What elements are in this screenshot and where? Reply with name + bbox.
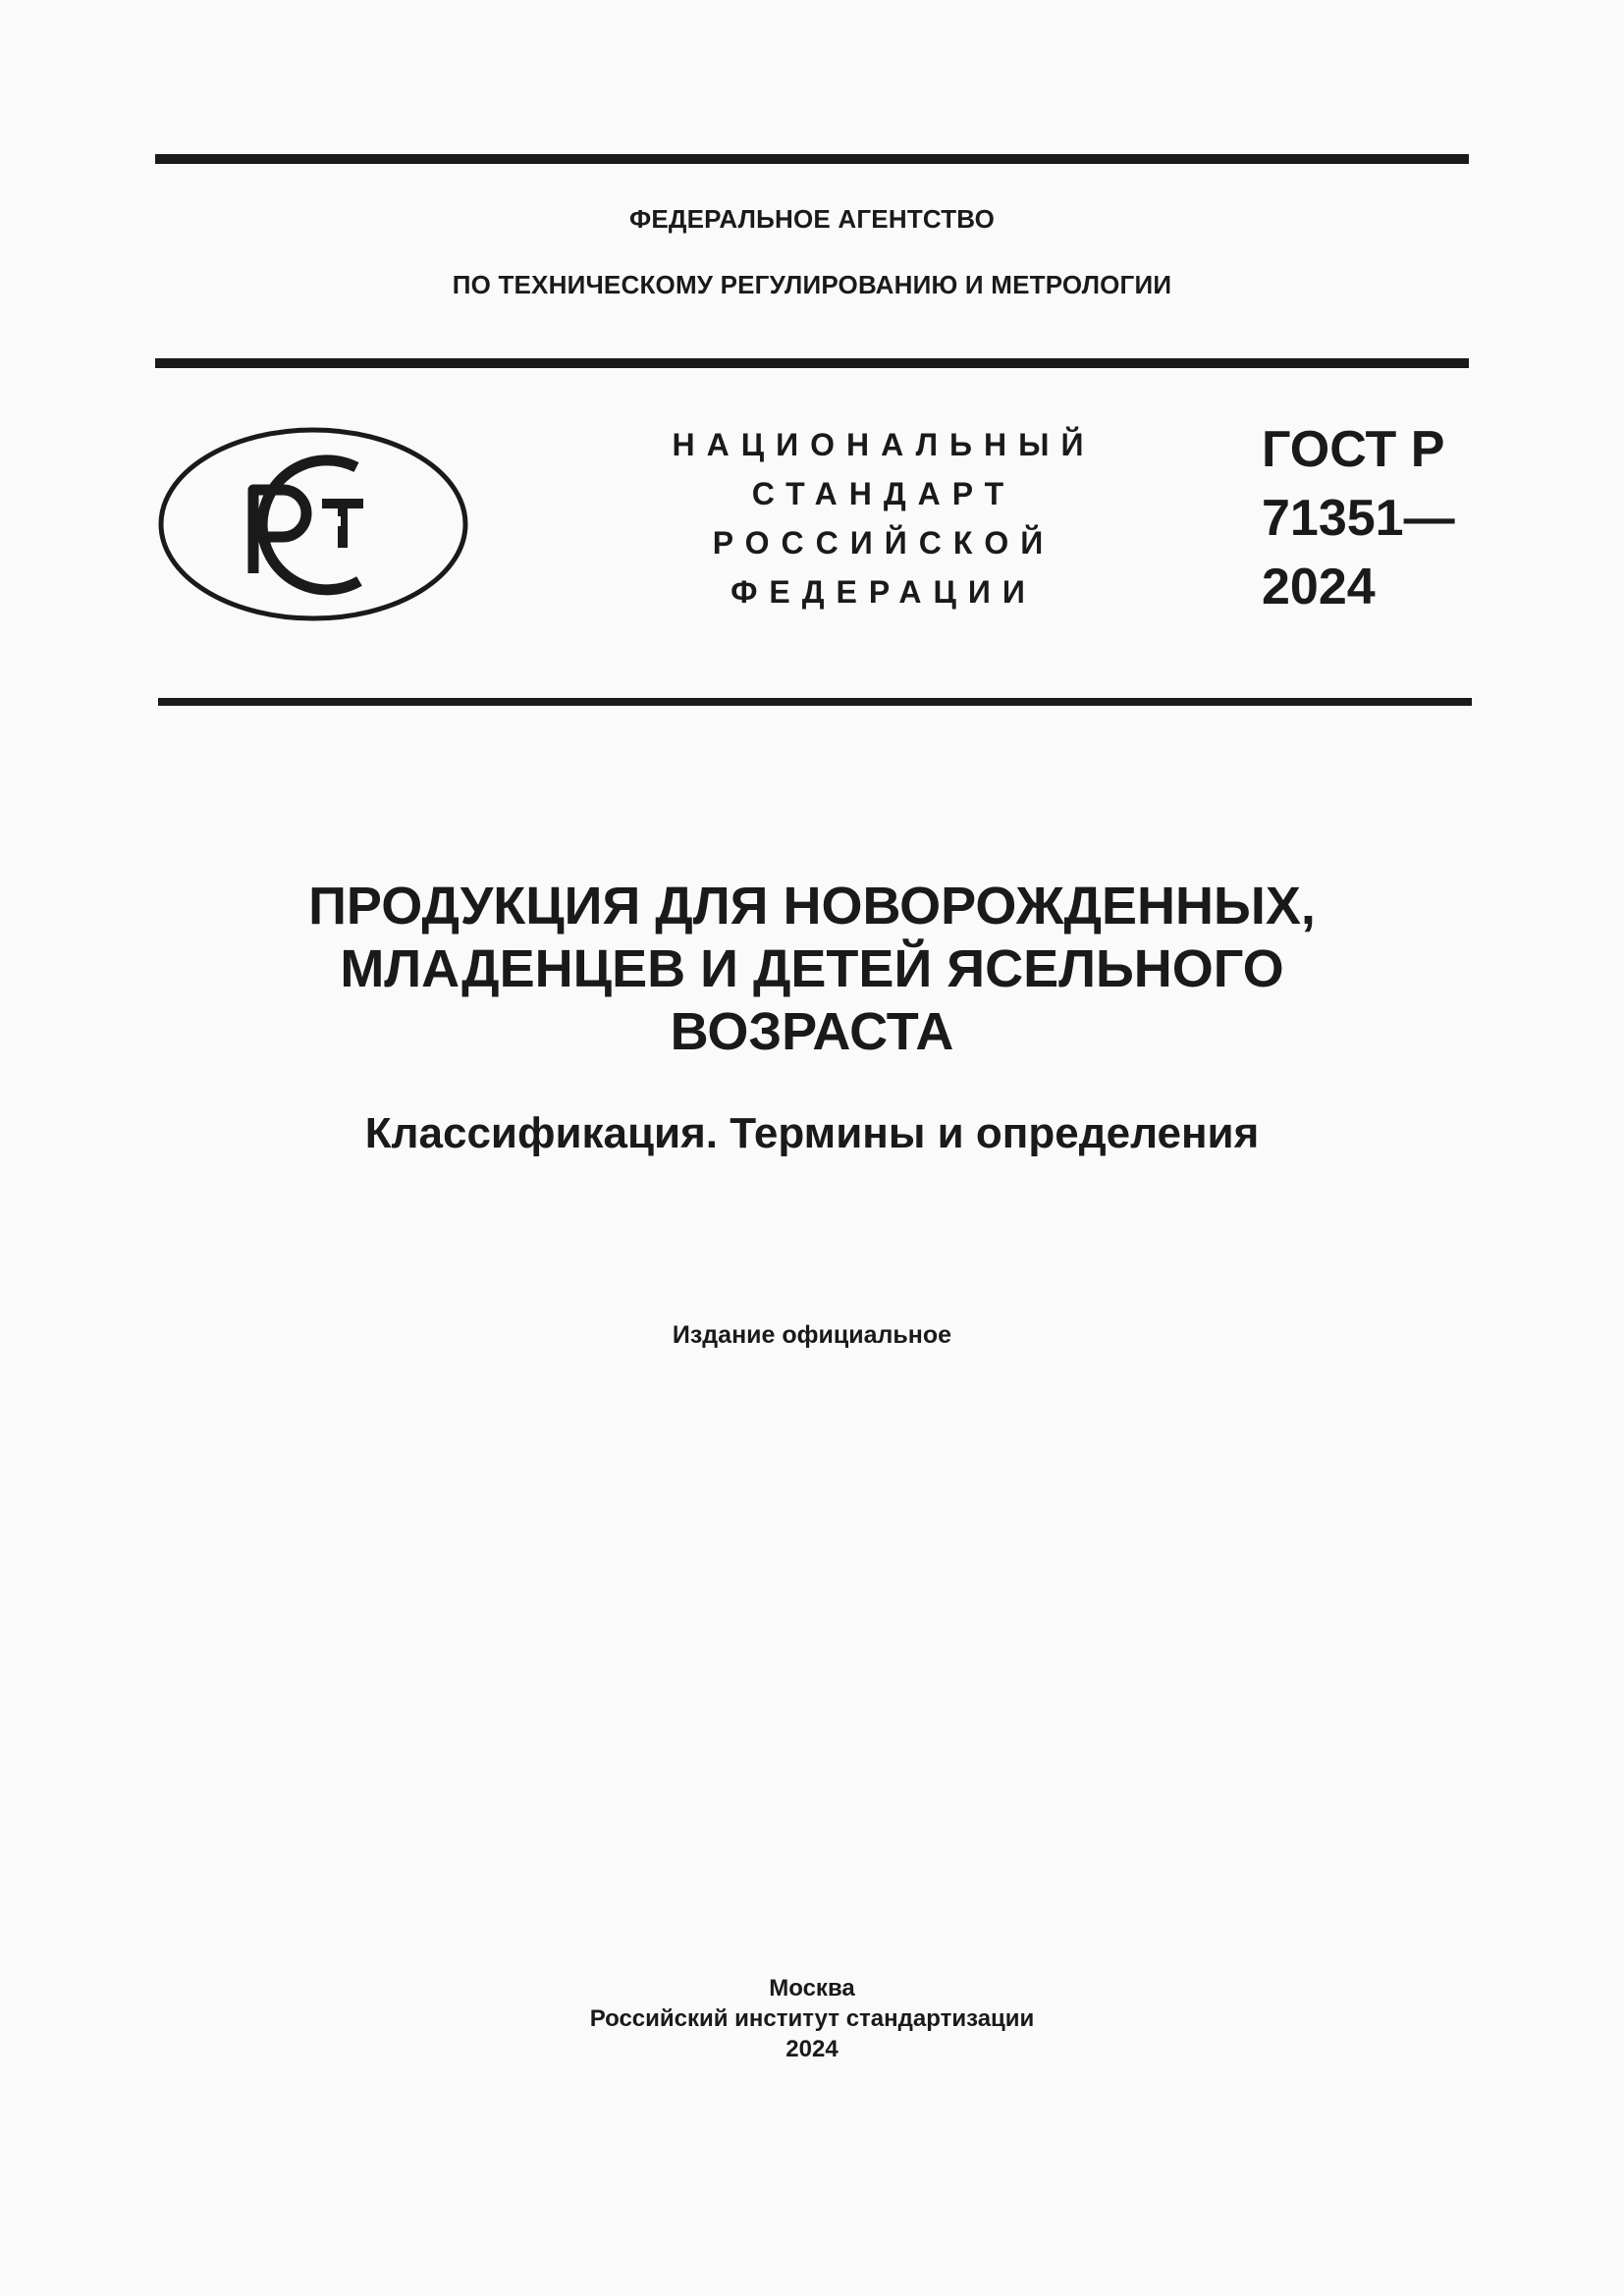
standard-type-line-2: СТАНДАРТ	[751, 476, 1016, 511]
agency-name-line-1: ФЕДЕРАЛЬНОЕ АГЕНТСТВО	[628, 204, 996, 234]
standard-type-line-4: ФЕДЕРАЦИИ	[731, 574, 1037, 610]
imprint-city: Москва	[769, 1975, 855, 2002]
top-divider	[155, 154, 1469, 164]
standard-type-line-1: НАЦИОНАЛЬНЫЙ	[672, 427, 1096, 462]
title-line-2: МЛАДЕНЦЕВ И ДЕТЕЙ ЯСЕЛЬНОГО	[340, 939, 1284, 998]
designation-line-2: 71351—	[1262, 490, 1455, 547]
document-subtitle: Классификация. Термины и определения	[364, 1109, 1260, 1157]
rst-certification-mark-icon	[157, 426, 469, 622]
designation-line-3: 2024	[1262, 559, 1376, 615]
rst-logo	[157, 426, 469, 622]
middle-divider	[155, 358, 1469, 368]
title-line-1: ПРОДУКЦИЯ ДЛЯ НОВОРОЖДЕННЫХ,	[308, 877, 1316, 935]
standard-type	[628, 420, 1139, 616]
bottom-divider	[158, 698, 1472, 706]
imprint-year: 2024	[785, 2036, 839, 2062]
standard-designation	[1262, 415, 1455, 621]
edition-label: Издание официальное	[672, 1321, 952, 1349]
document-title	[0, 875, 1624, 1063]
title-line-3: ВОЗРАСТА	[670, 1002, 954, 1061]
standard-type-line-3: РОССИЙСКОЙ	[712, 525, 1056, 561]
imprint	[0, 1973, 1624, 2064]
designation-line-1: ГОСТ Р	[1262, 421, 1445, 478]
agency-name-line-2: ПО ТЕХНИЧЕСКОМУ РЕГУЛИРОВАНИЮ И МЕТРОЛОГИИ	[452, 270, 1172, 299]
imprint-publisher: Российский институт стандартизации	[589, 2005, 1035, 2032]
